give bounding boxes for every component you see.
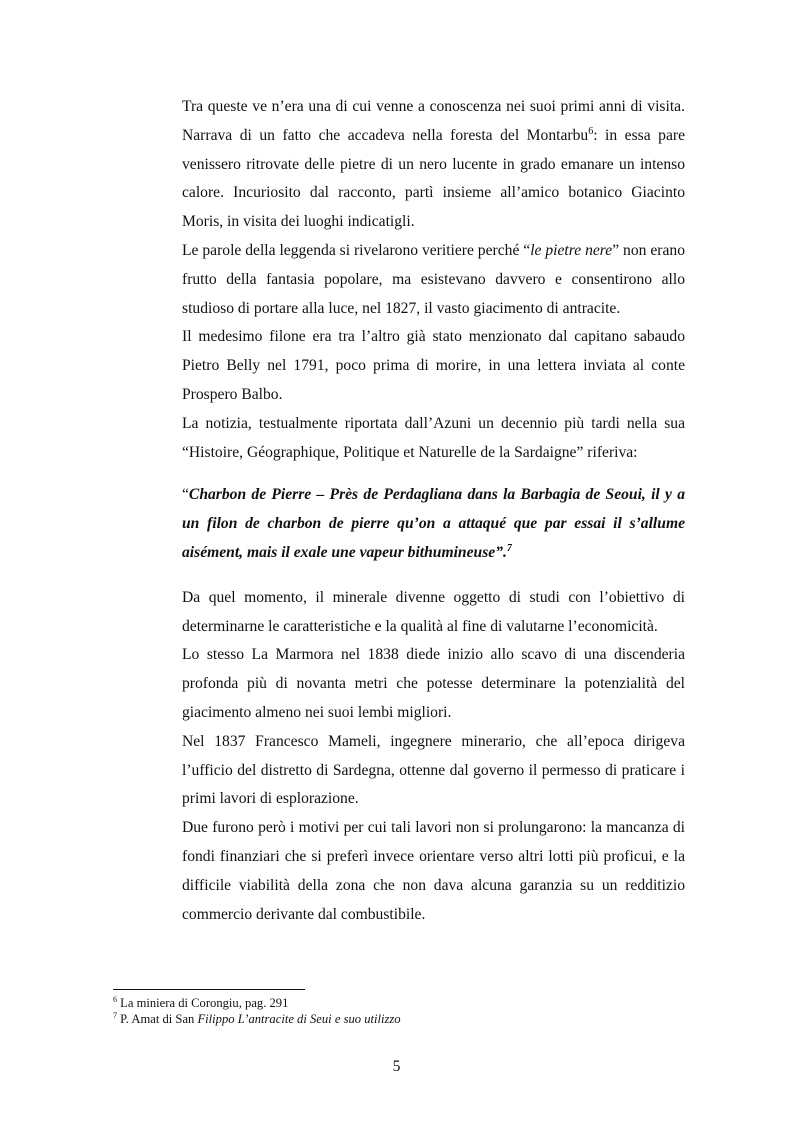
page-number: 5	[392, 1058, 401, 1075]
block-quote: “Charbon de Pierre – Près de Perdagliana dans la Barbagia de Seoui, il y a un filon de charbon de pierre qu’on a attaqué que par essai il s’allume aisément, mais il exale une vapeur bithumineuse”.$^7$	[182, 486, 685, 561]
quote-text: Charbon de Pierre – Près de Perdagliana dans la Barbagia de Seoui, il y a un filon de charbon de pierre qu’on a attaqué que par essai il s’allume aisément, mais il exale une vapeur bithumineuse”.	[182, 486, 685, 561]
footnotes	[113, 995, 693, 1027]
footnote-6: $^6$ La miniera di Corongiu, pag. 291	[113, 994, 289, 1010]
footnote-ref-7[interactable]: 7	[506, 542, 512, 554]
paragraph-6: Lo stesso La Marmora nel 1838 diede inizio allo scavo di una discenderia profonda più di novanta metri che potesse determinare la potenzialità del giacimento almeno nei suoi lembi migliori.	[182, 646, 685, 721]
paragraph-3: Il medesimo filone era tra l’altro già stato menzionato dal capitano sabaudo Pietro Belly nel 1791, poco prima di morire, in una lettera inviata al conte Prospero Balbo.	[182, 328, 685, 403]
paragraph-2: Le parole della leggenda si rivelarono veritiere perché “le pietre nere” non erano frutto della fantasia popolare, ma esistevano davvero e consentirono allo studioso di portare alla luce, nel 1827, il vasto giacimento di antracite.	[182, 241, 685, 317]
body-text	[182, 93, 685, 929]
emphasis-text: le pietre nere	[530, 241, 613, 259]
footnote-separator	[113, 989, 305, 990]
paragraph-4: La notizia, testualmente riportata dall’Azuni un decennio più tardi nella sua “Histoire, Géographique, Politique et Naturelle de la Sardaigne” riferiva:	[182, 414, 685, 461]
paragraph-5: Da quel momento, il minerale divenne oggetto di studi con l’obiettivo di determinarne le caratteristiche e la qualità al fine di valutarne l’economicità.	[182, 588, 685, 635]
paragraph-7: Nel 1837 Francesco Mameli, ingegnere minerario, che all’epoca dirigeva l’ufficio del distretto di Sardegna, ottenne dal governo il permesso di praticare i primi lavori di esplorazione.	[182, 732, 685, 808]
paragraph-1: Tra queste ve n’era una di cui venne a conoscenza nei suoi primi anni di visita. Narrava di un fatto che accadeva nella foresta del Montarbu$^6$: in essa pare venissero ritrovate delle pietre di un nero lucente in grado emanare un intenso calore. Incuriosito dal racconto, partì insieme all’amico botanico Giacinto Moris, in visita dei luoghi indicatigli.	[182, 98, 686, 231]
footnote-7: $^7$ P. Amat di San Filippo L’antracite di Seui e suo utilizzo	[113, 1010, 401, 1026]
footnote-ref-6[interactable]: 6	[588, 125, 594, 137]
paragraph-8: Due furono però i motivi per cui tali lavori non si prolungarono: la mancanza di fondi finanziari che si preferì invece orientare verso altri lotti più proficui, e la difficile viabilità della zona che non dava alcuna garanzia su un redditizio commercio derivante dal combustibile.	[182, 819, 685, 923]
